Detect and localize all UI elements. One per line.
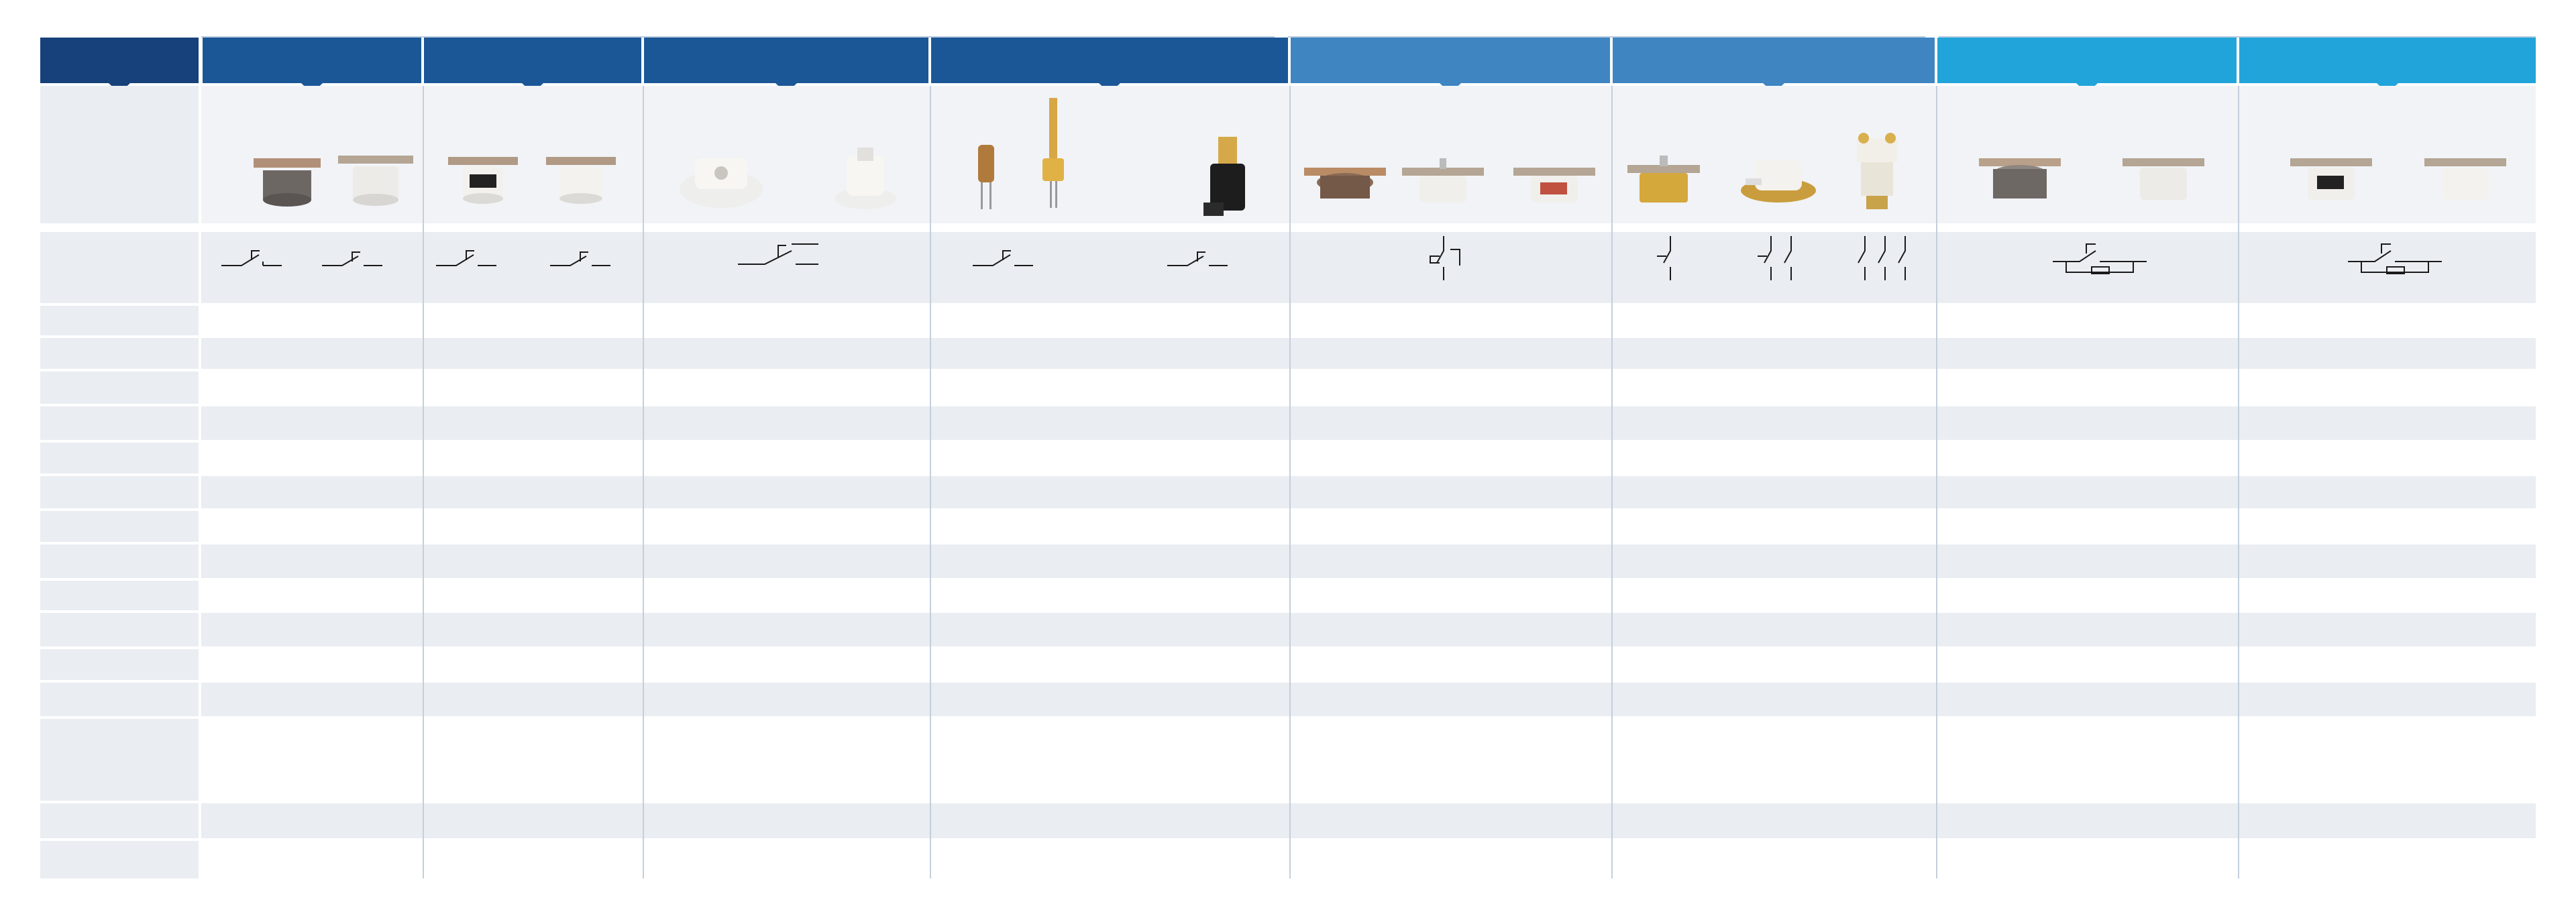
kontakt-cell xyxy=(932,581,1289,610)
header-schutz-temp-begrenzer xyxy=(1291,38,1610,83)
bstrom-cell xyxy=(1501,372,1611,404)
kontakt-cell xyxy=(1501,581,1611,610)
column-divider xyxy=(643,86,644,878)
isol-cell xyxy=(1939,443,2238,473)
label-norm xyxy=(40,841,199,878)
bstrom-cell xyxy=(1292,372,1394,404)
group-begrenzer xyxy=(1288,21,1925,38)
label-abmess xyxy=(40,719,199,801)
bspannung-cell xyxy=(1719,338,1826,369)
toleranz-cell xyxy=(2241,511,2536,542)
label-funktion xyxy=(40,232,199,303)
product-photo-c2b xyxy=(1735,131,1822,219)
kontakt-cell xyxy=(645,581,930,610)
rueck-cell xyxy=(645,306,1289,335)
label-isol xyxy=(40,443,199,473)
header-thermostate-1 xyxy=(203,38,421,83)
bstrom-cell xyxy=(424,372,533,404)
differenz-cell xyxy=(303,545,423,578)
toleranz-cell xyxy=(303,511,423,542)
stemp-cell xyxy=(645,476,930,508)
product-photo-hcso xyxy=(2120,131,2207,219)
rueck-cell xyxy=(203,306,643,335)
product-photo-cw-1 xyxy=(671,131,771,219)
zyklen-cell xyxy=(1826,406,1936,440)
column-divider xyxy=(1611,86,1613,878)
selfhold-symbol-icon xyxy=(2348,241,2442,275)
column-divider xyxy=(1289,86,1291,878)
kontakt-cell xyxy=(424,581,533,610)
isol-cell xyxy=(645,443,930,473)
stemp-cell xyxy=(303,476,423,508)
differenz-cell xyxy=(645,545,930,578)
stemp-cell xyxy=(1719,476,1826,508)
bstrom-cell xyxy=(1939,372,2238,404)
row-bg-schutz xyxy=(201,683,2536,716)
differenz-cell xyxy=(932,545,1289,578)
stemp-cell xyxy=(1394,476,1501,508)
differenz-cell xyxy=(1292,545,1611,578)
toleranz-cell xyxy=(932,511,1289,542)
bspannung-cell xyxy=(932,338,1289,369)
header-thermostate-4 xyxy=(931,38,1288,83)
zyklen-cell xyxy=(1719,406,1826,440)
bstrom-cell xyxy=(1614,372,1719,404)
bstrom-cell xyxy=(1826,372,1936,404)
row-bg-aenderung xyxy=(201,613,2536,646)
product-photo-hcb xyxy=(1399,131,1487,219)
stemp-cell xyxy=(203,476,303,508)
kontakt-cell xyxy=(2241,581,2536,610)
isol-cell xyxy=(1614,443,1719,473)
limiter-symbol-icon xyxy=(1417,236,1470,280)
stemp-cell xyxy=(533,476,643,508)
product-photo-ko xyxy=(247,131,327,219)
kontakt-cell xyxy=(533,581,643,610)
label-toleranz xyxy=(40,511,199,542)
isol-cell xyxy=(1826,443,1936,473)
product-photo-kbf xyxy=(1301,131,1389,219)
switch-symbol-icon xyxy=(221,243,396,276)
limiter-symbol-icon xyxy=(1644,236,1912,280)
toleranz-cell xyxy=(1292,511,1394,542)
bstrom-cell xyxy=(1394,372,1501,404)
bspannung-cell xyxy=(533,338,643,369)
column-divider xyxy=(2238,86,2239,878)
label-aenderung xyxy=(40,613,199,646)
label-kontakt xyxy=(40,581,199,610)
product-photo-vco xyxy=(443,131,523,219)
label-zulass xyxy=(40,803,199,838)
label-differenz xyxy=(40,545,199,578)
product-photo-cw-2 xyxy=(825,131,906,219)
bspannung-cell xyxy=(1826,338,1936,369)
product-photo-tho-2 xyxy=(1033,94,1073,215)
stemp-cell xyxy=(1501,476,1611,508)
stemp-cell xyxy=(2241,476,2536,508)
header-selbsthalter-2 xyxy=(2239,38,2536,83)
switch-symbol-icon xyxy=(436,243,631,276)
bspannung-cell xyxy=(1614,338,1719,369)
label-stemp xyxy=(40,476,199,508)
zyklen-cell xyxy=(2241,406,2536,440)
stemp-cell xyxy=(1292,476,1394,508)
product-photo-tho-1 xyxy=(966,131,1006,225)
toleranz-cell xyxy=(533,511,643,542)
isol-cell xyxy=(1719,443,1826,473)
toleranz-cell xyxy=(1501,511,1611,542)
ausfuehrung-header xyxy=(40,38,199,83)
column-divider xyxy=(930,86,931,878)
differenz-cell xyxy=(203,545,303,578)
kontakt-cell xyxy=(1826,581,1936,610)
product-photo-tgo xyxy=(1201,131,1254,225)
header-selbsthalter-1 xyxy=(1937,38,2237,83)
bstrom-cell xyxy=(533,372,643,404)
bspannung-cell xyxy=(1292,338,1501,369)
zyklen-cell xyxy=(424,406,533,440)
isol-cell xyxy=(533,443,643,473)
stemp-cell xyxy=(424,476,533,508)
row-bg-zulass xyxy=(201,803,2536,838)
product-photo-k3bf xyxy=(1843,125,1911,219)
product-photo-cb xyxy=(1623,131,1704,219)
differenz-cell xyxy=(533,545,643,578)
stemp-cell xyxy=(1939,476,2238,508)
kontakt-cell xyxy=(1719,581,1826,610)
selfhold-symbol-icon xyxy=(2053,241,2147,275)
zyklen-cell xyxy=(1614,406,1719,440)
kontakt-cell xyxy=(1394,581,1501,610)
isol-cell xyxy=(1292,443,1394,473)
differenz-cell xyxy=(2241,545,2536,578)
bstrom-cell xyxy=(1719,372,1826,404)
zyklen-cell xyxy=(1292,406,1394,440)
bstrom-cell xyxy=(303,372,423,404)
header-thermostate-2 xyxy=(424,38,641,83)
bstrom-cell xyxy=(645,372,930,404)
zyklen-cell xyxy=(1939,406,2238,440)
zyklen-cell xyxy=(533,406,643,440)
isol-cell xyxy=(203,443,303,473)
isol-cell xyxy=(2241,443,2536,473)
differenz-cell xyxy=(1939,545,2238,578)
toleranz-cell xyxy=(1719,511,1826,542)
bspannung-cell xyxy=(645,338,930,369)
stemp-cell xyxy=(1614,476,1719,508)
toleranz-cell xyxy=(1614,511,1719,542)
group-thermostate xyxy=(201,21,1275,38)
isol-cell xyxy=(1394,443,1501,473)
zyklen-cell xyxy=(203,406,303,440)
zyklen-cell xyxy=(1501,406,1611,440)
bstrom-cell xyxy=(2241,372,2536,404)
label-schutz xyxy=(40,683,199,716)
switch-symbol-icon xyxy=(973,243,1254,276)
label-typ xyxy=(40,86,199,223)
isol-cell xyxy=(424,443,533,473)
aenderung-cell xyxy=(203,613,423,646)
kontakt-cell xyxy=(303,581,423,610)
differenz-cell xyxy=(424,545,533,578)
toleranz-cell xyxy=(203,511,303,542)
kontakt-cell xyxy=(203,581,303,610)
bstrom-cell xyxy=(932,372,1289,404)
kontakt-cell xyxy=(1614,581,1719,610)
product-photo-vcso xyxy=(2288,131,2375,219)
zyklen-cell xyxy=(303,406,423,440)
label-rueck xyxy=(40,306,199,335)
toleranz-cell xyxy=(1939,511,2238,542)
bspannung-cell xyxy=(203,338,303,369)
zyklen-cell xyxy=(645,406,930,440)
isol-cell xyxy=(1501,443,1611,473)
product-photo-cso xyxy=(2422,131,2509,219)
product-photo-vcb xyxy=(1511,131,1598,219)
label-umgebung xyxy=(40,649,199,680)
label-bspannung xyxy=(40,338,199,369)
group-selbsthalter xyxy=(1939,21,2536,38)
rueck-cell xyxy=(1292,306,1936,335)
toleranz-cell xyxy=(1394,511,1501,542)
label-zyklen xyxy=(40,406,199,440)
header-thermostate-3 xyxy=(644,38,928,83)
bstrom-cell xyxy=(203,372,303,404)
changeover-symbol-icon xyxy=(738,237,839,275)
bspannung-cell xyxy=(2241,338,2536,369)
rueck-cell xyxy=(1939,306,2536,335)
isol-cell xyxy=(932,443,1289,473)
toleranz-cell xyxy=(424,511,533,542)
differenz-cell xyxy=(1614,545,1936,578)
header-betriebs-temp-begrenzer xyxy=(1613,38,1935,83)
toleranz-cell xyxy=(645,511,930,542)
stemp-cell xyxy=(1826,476,1936,508)
isol-cell xyxy=(303,443,423,473)
kontakt-cell xyxy=(1939,581,2238,610)
stemp-cell xyxy=(932,476,1289,508)
toleranz-cell xyxy=(1826,511,1936,542)
kontakt-cell xyxy=(1292,581,1394,610)
product-photo-co xyxy=(541,131,621,219)
column-divider xyxy=(1936,86,1937,878)
bspannung-cell xyxy=(424,338,533,369)
label-bstrom xyxy=(40,372,199,404)
zyklen-cell xyxy=(932,406,1289,440)
product-photo-hco xyxy=(335,131,416,219)
bspannung-cell xyxy=(1939,338,2238,369)
zyklen-cell xyxy=(1394,406,1501,440)
product-photo-so xyxy=(1976,131,2063,219)
